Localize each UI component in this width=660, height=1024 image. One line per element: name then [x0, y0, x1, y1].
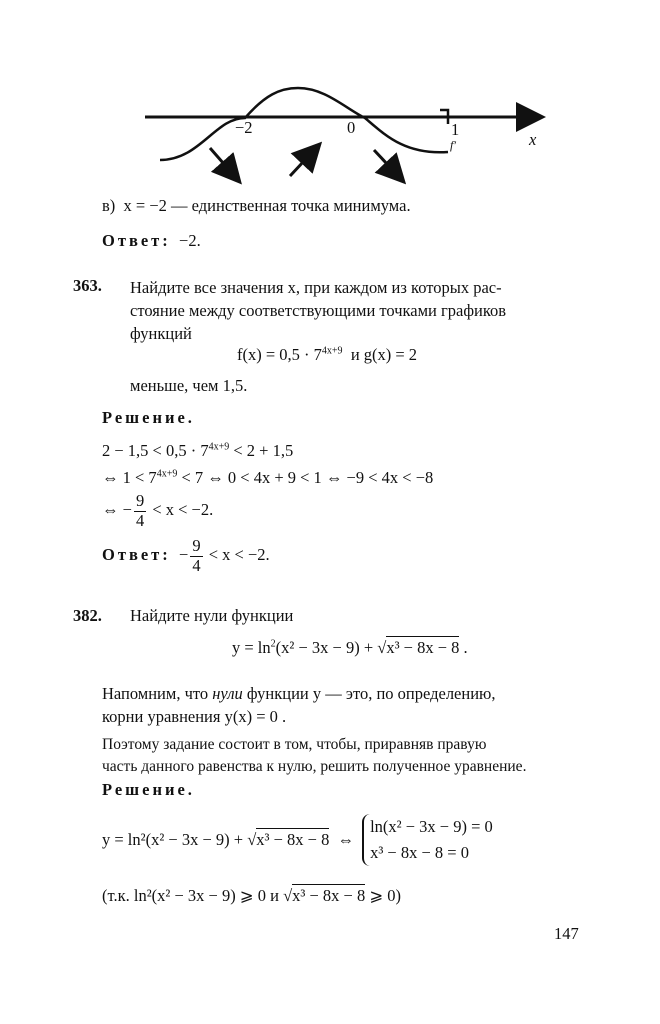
- sys-line-1: ln(x² − 3x − 9) = 0: [370, 817, 493, 836]
- problem-number-382: 382.: [73, 606, 102, 625]
- curve-label-fprime: f′: [450, 138, 456, 152]
- step2-exp: 4x+9: [156, 468, 178, 480]
- formula-radicand: x³ − 8x − 8: [386, 638, 460, 657]
- p363-functions: [237, 345, 417, 365]
- arrow-increasing: [290, 146, 318, 176]
- p363-statement: [130, 276, 506, 345]
- answer-label: Ответ:: [102, 231, 171, 250]
- sys-arrow: ⇔: [337, 830, 354, 849]
- answer-fraction: [190, 538, 202, 574]
- p363-solution-label: Решение.: [102, 408, 195, 427]
- para2-b: часть данного равенства к нулю, решить полученное уравнение.: [102, 758, 527, 775]
- answer-end: < x < −2.: [208, 544, 270, 564]
- p382-solution-label: Решение.: [102, 780, 195, 799]
- p382-note: (т.к. ln²(x² − 3x − 9) ⩾ 0 и √x³ − 8x − 8 ⩾ 0): [102, 886, 402, 905]
- p363-line-4: меньше, чем 1,5.: [130, 376, 248, 395]
- p363-answer: [102, 538, 270, 574]
- p363-line-1: Найдите все значения x, при каждом из которых рас-: [130, 278, 502, 297]
- prev-answer: [102, 231, 201, 251]
- p382-para-2: [102, 734, 526, 778]
- para1-c: корни уравнения y(x) = 0 .: [102, 707, 287, 726]
- tick-label-minus-2: −2: [235, 118, 253, 137]
- para1-em: нули: [212, 684, 243, 703]
- p363-line-2: стояние между соответствующими точками графиков: [130, 301, 507, 320]
- func-g: и g(x) = 2: [350, 345, 418, 364]
- formula-mid: (x² − 3x − 9) +: [275, 638, 378, 657]
- step1-end: < 2 + 1,5: [233, 441, 294, 460]
- arrow-decreasing-1: [210, 148, 238, 180]
- derivative-curve: [160, 88, 448, 160]
- func-f-exp: 4x+9: [321, 345, 343, 357]
- step2-end: < 7 ⇔ 0 < 4x + 9 < 1 ⇔ −9 < 4x < −8: [181, 468, 434, 487]
- note-a: (т.к. ln²(x² − 3x − 9) ⩾ 0 и: [102, 886, 284, 905]
- p363-answer-label: Ответ:: [102, 544, 171, 564]
- answer-value: −2.: [179, 231, 201, 250]
- arrow-decreasing-2: [374, 150, 402, 180]
- para2-a: Поэтому задание состоит в том, чтобы, приравняв правую: [102, 736, 487, 753]
- step1-exp: 4x+9: [208, 441, 230, 453]
- p382-formula: $y = \ln^2(x^2 - 3x - 9) + √x^3 - 8x - 8$ .: [232, 638, 468, 657]
- func-f: f(x) = 0,5 · 7: [237, 345, 322, 364]
- p382-statement: Найдите нули функции: [130, 606, 294, 625]
- p382-para-1: [102, 682, 496, 728]
- note-b: ⩾ 0): [365, 886, 402, 905]
- page-number: 147: [554, 924, 579, 943]
- equation-system: [362, 814, 493, 866]
- answer-pre: −: [179, 544, 189, 564]
- tick-label-0: 0: [347, 118, 356, 137]
- problem-number-363: 363.: [73, 276, 102, 295]
- step3-den: 4: [135, 510, 145, 530]
- step3-fraction: [134, 493, 146, 529]
- note-radicand: x³ − 8x − 8: [292, 886, 366, 905]
- sys-line-2: x³ − 8x − 8 = 0: [370, 843, 469, 862]
- axis-label-x: x: [529, 130, 537, 149]
- para1-a: Напомним, что: [102, 684, 209, 703]
- item-v-text: x = −2 — единственная точка минимума.: [123, 196, 411, 215]
- sys-radicand: x³ − 8x − 8: [256, 830, 330, 849]
- answer-den: 4: [192, 555, 201, 575]
- step3-pre: ⇔ −: [102, 499, 132, 519]
- step3-end: < x < −2.: [152, 499, 214, 519]
- step3-num: 9: [135, 491, 145, 510]
- para1-b: функции y — это, по определению,: [246, 684, 496, 703]
- item-v: [102, 196, 411, 216]
- formula-lhs: y = ln: [232, 638, 271, 657]
- tick-label-1: 1: [451, 120, 460, 139]
- answer-num: 9: [192, 536, 201, 555]
- p363-line-3: функций: [130, 324, 192, 343]
- step1-text: 2 − 1,5 < 0,5 · 7: [102, 441, 209, 460]
- p382-system: y = ln²(x² − 3x − 9) + √x³ − 8x − 8 ⇔ ln(x² − 3x − 9) = 0 x³ − 8x − 8 = 0: [102, 814, 493, 866]
- derivative-sign-diagram: [0, 0, 660, 200]
- p363-step-2: [102, 468, 433, 488]
- sys-lhs: y = ln²(x² − 3x − 9) +: [102, 830, 248, 849]
- formula-sq: 2: [270, 638, 276, 650]
- formula-end: .: [463, 638, 468, 657]
- p363-step-3: [102, 493, 213, 529]
- step2-text: ⇔ 1 < 7: [102, 468, 157, 487]
- item-v-label: в): [102, 196, 116, 215]
- p363-step-1: [102, 441, 293, 461]
